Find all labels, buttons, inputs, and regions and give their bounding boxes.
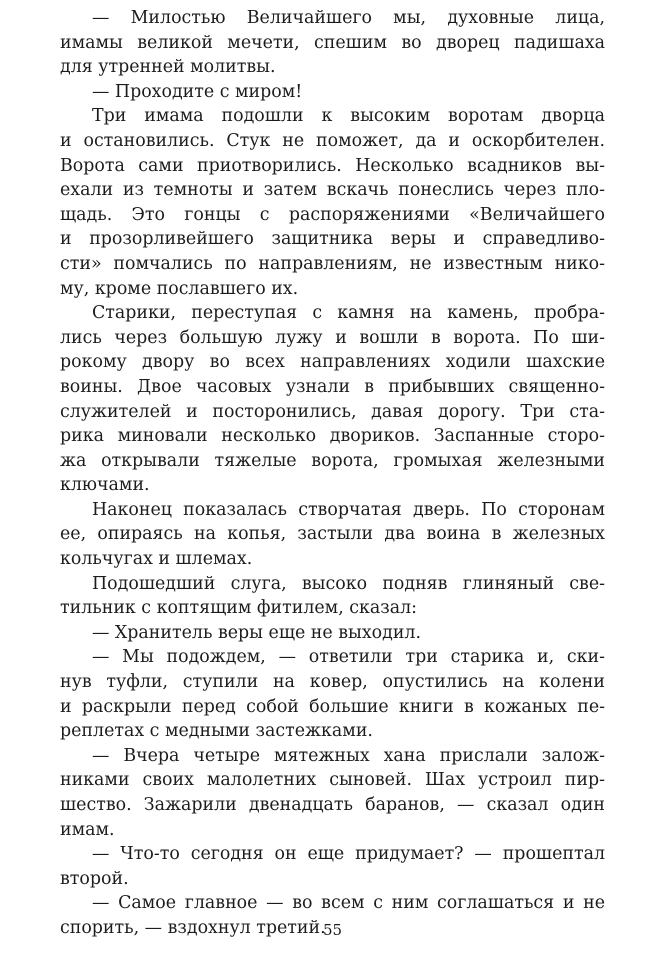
text-line: Подошедший слуга, высоко подняв глиняный све- (92, 573, 605, 594)
paragraph (60, 104, 605, 301)
text-line: ее, опираясь на копья, застыли два воина в железных (60, 524, 605, 545)
paragraph (60, 80, 605, 105)
paragraph (60, 6, 605, 80)
text-line: имамы великой мечети, спешим во дворец падишаха (60, 32, 605, 53)
text-line: тильник с коптящим фитилем, сказал: (60, 598, 417, 619)
text-line: кольчугах и шлемах. (60, 549, 253, 570)
paragraph (60, 498, 605, 572)
text-line: — Что-то сегодня он еще придумает? — прошептал (92, 844, 605, 865)
text-line: — Самое главное — во всем с ним соглашаться и не (92, 893, 605, 914)
text-line: — Мы подождем, — ответили три старика и, ски- (92, 647, 605, 668)
paragraph (60, 645, 605, 743)
text-body (60, 6, 605, 941)
text-line: второй. (60, 868, 129, 889)
page-number: 55 (322, 921, 343, 939)
text-line: и прозорливейшего защитника веры и справедливо- (60, 229, 605, 250)
text-line: для утренней молитвы. (60, 57, 276, 78)
text-line: реплетах с медными застежками. (60, 721, 373, 742)
text-line: Наконец показалась створчатая дверь. По сторонам (92, 499, 605, 520)
text-line: жа открывали тяжелые ворота, громыхая железными (60, 450, 605, 471)
text-line: спорить, — вздохнул третий. (60, 917, 326, 938)
text-line: ключами. (60, 475, 150, 496)
text-line: му, кроме пославшего их. (60, 278, 299, 299)
text-line: имам. (60, 819, 115, 840)
text-line: и остановились. Стук не поможет, да и оскорбителен. (60, 130, 605, 151)
text-line: щадь. Это гонцы с распоряжениями «Величайшего (60, 204, 605, 225)
text-line: рокому двору во всех направлениях ходили шахские (60, 352, 605, 373)
paragraph (60, 842, 605, 891)
text-line: лись через большую лужу и вошли в ворота. По ши- (60, 327, 605, 348)
text-line: рика миновали несколько двориков. Заспанные сторо- (60, 426, 605, 447)
text-line: ехали из темноты и затем вскачь понеслись через пло- (60, 180, 605, 201)
paragraph (60, 572, 605, 621)
paragraph (60, 744, 605, 842)
text-line: нув туфли, ступили на ковер, опустились на колени (60, 672, 605, 693)
text-line: — Проходите с миром! (92, 81, 303, 102)
text-line: и раскрыли перед собой большие книги в кожаных пе- (60, 696, 605, 717)
text-line: — Вчера четыре мятежных хана прислали залож- (92, 745, 605, 766)
text-line: никами своих малолетних сыновей. Шах устроил пир- (60, 770, 605, 791)
text-line: Ворота сами приотворились. Несколько всадников вы- (60, 155, 605, 176)
text-line: сти» помчались по направлениям, не известным нико- (60, 253, 605, 274)
text-line: шество. Зажарили двенадцать баранов, — сказал один (60, 795, 605, 815)
text-line: — Милостью Величайшего мы, духовные лица, (92, 8, 605, 28)
paragraph (60, 621, 605, 646)
text-line: служителей и посторонились, давая дорогу. Три ста- (60, 401, 605, 422)
text-line: — Хранитель веры еще не выходил. (92, 622, 421, 643)
text-line: Старики, переступая с камня на камень, пробра- (92, 303, 605, 324)
text-line: воины. Двое часовых узнали в прибывших священно- (60, 376, 605, 397)
paragraph (60, 301, 605, 498)
text-line: Три имама подошли к высоким воротам дворца (92, 106, 605, 127)
